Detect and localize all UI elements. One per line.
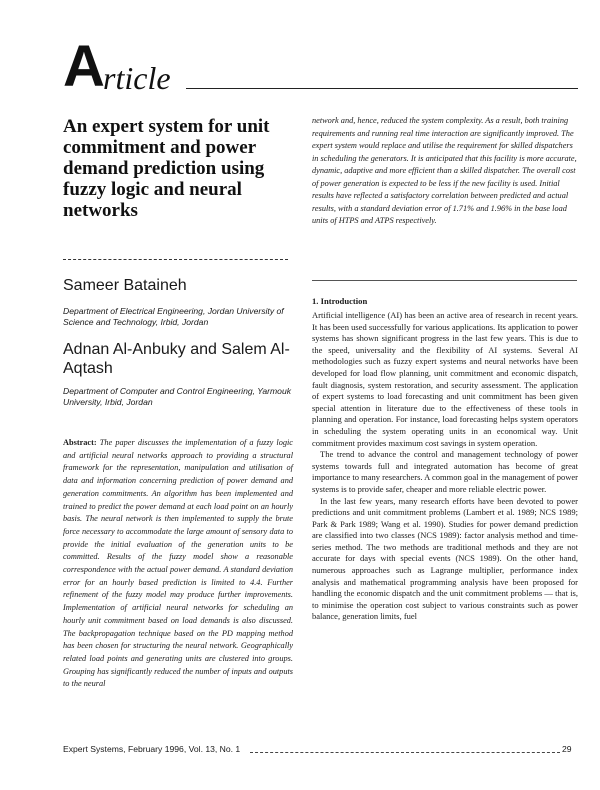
author-affiliation-2: Department of Computer and Control Engineering, Yarmouk University, Irbid, Jordan	[63, 386, 292, 407]
title-divider	[63, 259, 288, 260]
paragraph: In the last few years, many research efforts have been devoted to power predictions and unit commitment problems (Lambert et al. 1989; NCS 1989; Park & Park 1989; Wang et al. 1990). Studies for power demand prediction are classified into two classes (NCS 1989): factor analysis method and time-series method. The two methods are traditional methods and they are not accurate for days with special events (NCS 1989). On the other hand, numerous approaches such as Lagrange multiplier, performance index analysis and mathematical programming analysis have been proposed for handling the economic dispatch and the unit commitment problems — that is, to minimise the operation cost subject to various constraints such as power balance, generation limits, fuel	[312, 495, 578, 622]
abstract-text: The paper discusses the implementation of a fuzzy logic and artificial neural networks approach to providing a structural framework for the representation, manipulation and utilisation of data and information concerning prediction of power demand and generation commitments. An algorithm has been implemented and trained to predict the power demand at each load point on an hourly basis. The neural network is then implemented to supply the brute force necessary to accommodate the large amount of sensory data to provide the initial evaluation of the generation units to be committed. Results of the fuzzy model show a reasonable correspondence with the actual power demand. A standard deviation error for an hourly based prediction is limited to 4.4. Further refinement of the fuzzy model may produce further improvements. Implementation of artificial neural networks for scheduling an hourly unit commitment based on load demands is also discussed. The backpropagation technique based on the PD mapping method has been chosen for structuring the neural network. Geographically related load points and generating units are clustered into groups. Grouping has significantly reduced the number of inputs and outputs to the neural	[63, 438, 293, 689]
header-rule	[186, 88, 578, 89]
section-rule	[312, 280, 577, 281]
author-name-2: Adnan Al-Anbuky and Salem Al-Aqtash	[63, 341, 290, 377]
paper-title: An expert system for unit commitment and power demand prediction using fuzzy logic and neural networks	[63, 116, 270, 221]
introduction-body	[312, 310, 578, 623]
journal-footer: Expert Systems, February 1996, Vol. 13, No. 1	[63, 744, 241, 754]
paragraph: The trend to advance the control and management technology of power systems towards full and integrated automation has become of great importance to many researchers. A common goal in the management of power systems is to provide safer, cheaper and more reliable electric power.	[312, 449, 578, 494]
section-heading: 1. Introduction	[312, 296, 368, 306]
footer-rule	[250, 752, 560, 753]
paragraph: Artificial intelligence (AI) has been an active area of research in recent years. It has been used successfully for various applications. Its application to power systems has shown significant progress in the last few years. This is due to the speed, universality and the flexibility of AI systems. Several AI methodologies such as fuzzy expert systems and neural networks have been developed for load flow planning, unit commitment and economic dispatch, fault diagnosis, system restoration, and security assessment. The application of expert systems to load forecasting and unit commitment has been given special attention in literature due to the effectiveness of these tools in planning and operation. For instance, load forecasting helps system operators in scheduling the system operating units in an economical way. Unit commitment provides maximum cost savings in system operation.	[312, 310, 578, 448]
article-heading-rest: rticle	[103, 60, 171, 96]
abstract-continuation: network and, hence, reduced the system complexity. As a result, both training requirements and running real time interaction are significantly improved. The expert system would replace and utilise the requirement for skilled dispatchers in scheduling the generators. It is anticipated that this facility is more accurate, dynamic, adaptive and more efficient than a skilled dispatcher. The overall cost of power generation is expected to be less if the new facility is used. Initial results have reflected a satisfactory correlation between predicted and actual results, with a standard deviation error of 1.71% and 1.96% in the base load units of HTPS and ATPS respectively.	[312, 116, 577, 225]
page-number: 29	[562, 744, 572, 754]
author-affiliation-1: Department of Electrical Engineering, Jordan University of Science and Technology, Irbid, Jordan	[63, 306, 284, 327]
abstract-label: Abstract:	[63, 438, 97, 447]
article-heading-initial: A	[63, 34, 105, 99]
abstract	[63, 437, 293, 691]
author-name-1: Sameer Bataineh	[63, 277, 187, 294]
